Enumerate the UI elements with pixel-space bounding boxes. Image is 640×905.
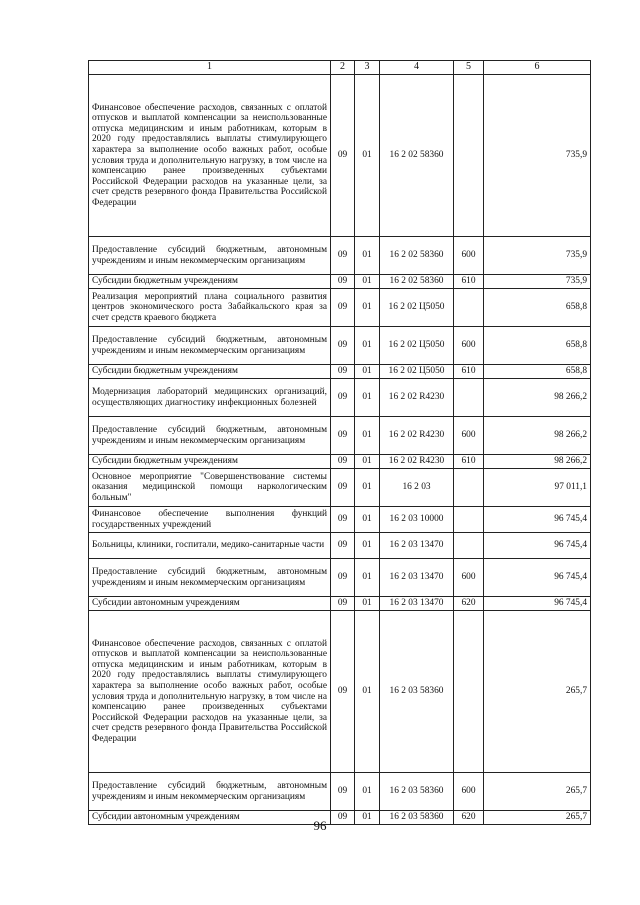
col-header-5: 5 [454,61,484,75]
row-expense-type: 610 [454,455,484,469]
row-name: Финансовое обеспечение выполнения функций государственных учреждений [89,507,331,533]
row-name: Модернизация лабораторий медицинских организаций, осуществляющих диагностику инфекционных болезней [89,379,331,417]
row-subsection: 01 [355,417,380,455]
row-subsection: 01 [355,469,380,507]
row-expense-type [454,75,484,237]
row-name: Больницы, клиники, госпитали, медико-санитарные части [89,533,331,559]
row-expense-type [454,379,484,417]
row-expense-type [454,533,484,559]
row-amount: 735,9 [484,275,591,289]
col-header-3: 3 [355,61,380,75]
row-amount: 265,7 [484,773,591,811]
row-subsection: 01 [355,379,380,417]
row-amount: 96 745,4 [484,597,591,611]
row-section: 09 [331,455,355,469]
table-row [89,365,591,379]
row-section: 09 [331,533,355,559]
row-expense-type [454,289,484,327]
table-row [89,507,591,533]
table-row [89,275,591,289]
row-section: 09 [331,811,355,825]
row-target-code: 16 2 03 [380,469,454,507]
row-section: 09 [331,469,355,507]
row-name: Финансовое обеспечение расходов, связанных с оплатой отпусков и выплатой компенсации за неиспользованные отпуска медицинским и иным работникам, которым в 2020 году предоставлялись выплаты стимулирующего характера за выполнение особо важных работ, особые условия труда и дополнительную нагрузку, в том числе на компенсацию ранее произведенных субъектами Российской Федерации расходов на указанные цели, за счет средств резервного фонда Правительства Российской Федерации [89,75,331,237]
row-target-code: 16 2 03 13470 [380,559,454,597]
page-number: 96 [313,818,327,833]
table-row [89,773,591,811]
col-header-1: 1 [89,61,331,75]
row-expense-type: 600 [454,327,484,365]
table-row [89,469,591,507]
row-name: Субсидии бюджетным учреждениям [89,275,331,289]
row-target-code: 16 2 02 Ц5050 [380,365,454,379]
row-subsection: 01 [355,559,380,597]
row-target-code: 16 2 02 58360 [380,275,454,289]
row-name: Субсидии бюджетным учреждениям [89,365,331,379]
row-amount: 97 011,1 [484,469,591,507]
row-target-code: 16 2 03 58360 [380,611,454,773]
row-section: 09 [331,507,355,533]
row-target-code: 16 2 02 Ц5050 [380,289,454,327]
row-target-code: 16 2 03 13470 [380,597,454,611]
table-row [89,455,591,469]
row-amount: 735,9 [484,237,591,275]
table-row [89,611,591,773]
row-subsection: 01 [355,327,380,365]
row-amount: 658,8 [484,365,591,379]
row-amount: 658,8 [484,289,591,327]
row-name: Предоставление субсидий бюджетным, автономным учреждениям и иным некоммерческим организациям [89,773,331,811]
table-row [89,379,591,417]
row-name: Субсидии бюджетным учреждениям [89,455,331,469]
row-expense-type: 610 [454,275,484,289]
row-expense-type: 600 [454,237,484,275]
row-section: 09 [331,379,355,417]
row-subsection: 01 [355,533,380,559]
row-amount: 98 266,2 [484,455,591,469]
row-name: Предоставление субсидий бюджетным, автономным учреждениям и иным некоммерческим организациям [89,237,331,275]
row-name: Основное мероприятие "Совершенствование системы оказания медицинской помощи наркологическим больным" [89,469,331,507]
col-header-4: 4 [380,61,454,75]
row-section: 09 [331,417,355,455]
row-amount: 265,7 [484,611,591,773]
row-section: 09 [331,327,355,365]
row-amount: 658,8 [484,327,591,365]
table-row [89,237,591,275]
row-subsection: 01 [355,597,380,611]
row-amount: 98 266,2 [484,379,591,417]
row-subsection: 01 [355,289,380,327]
row-section: 09 [331,773,355,811]
row-expense-type: 600 [454,417,484,455]
row-name: Субсидии автономным учреждениям [89,597,331,611]
row-amount: 96 745,4 [484,507,591,533]
row-subsection: 01 [355,811,380,825]
row-expense-type: 620 [454,811,484,825]
row-section: 09 [331,365,355,379]
table-row [89,75,591,237]
row-expense-type [454,507,484,533]
col-header-2: 2 [331,61,355,75]
row-expense-type: 610 [454,365,484,379]
row-section: 09 [331,237,355,275]
row-amount: 265,7 [484,811,591,825]
row-name: Реализация мероприятий плана социального развития центров экономического роста Забайкальского края за счет средств краевого бюджета [89,289,331,327]
table-row [89,417,591,455]
row-subsection: 01 [355,455,380,469]
row-target-code: 16 2 02 Ц5050 [380,327,454,365]
row-name: Финансовое обеспечение расходов, связанных с оплатой отпусков и выплатой компенсации за неиспользованные отпуска медицинским и иным работникам, которым в 2020 году предоставлялись выплаты стимулирующего характера за выполнение особо важных работ, особые условия труда и дополнительную нагрузку, в том числе на компенсацию ранее произведенных субъектами Российской Федерации расходов на указанные цели, за счет средств резервного фонда Правительства Российской Федерации [89,611,331,773]
row-name: Предоставление субсидий бюджетным, автономным учреждениям и иным некоммерческим организациям [89,417,331,455]
table-row [89,533,591,559]
row-section: 09 [331,597,355,611]
row-amount: 735,9 [484,75,591,237]
row-section: 09 [331,289,355,327]
row-name: Предоставление субсидий бюджетным, автономным учреждениям и иным некоммерческим организациям [89,327,331,365]
row-subsection: 01 [355,611,380,773]
row-expense-type [454,611,484,773]
table-row [89,289,591,327]
row-expense-type: 600 [454,773,484,811]
row-expense-type: 620 [454,597,484,611]
row-target-code: 16 2 02 58360 [380,237,454,275]
row-subsection: 01 [355,237,380,275]
row-target-code: 16 2 03 13470 [380,533,454,559]
row-name: Субсидии автономным учреждениям [89,811,331,825]
row-target-code: 16 2 02 R4230 [380,417,454,455]
row-amount: 98 266,2 [484,417,591,455]
row-expense-type: 600 [454,559,484,597]
row-subsection: 01 [355,507,380,533]
table-row [89,327,591,365]
row-subsection: 01 [355,773,380,811]
row-target-code: 16 2 02 R4230 [380,379,454,417]
row-target-code: 16 2 03 58360 [380,773,454,811]
row-section: 09 [331,275,355,289]
table-body [89,75,591,825]
row-target-code: 16 2 02 58360 [380,75,454,237]
budget-table [88,60,591,825]
col-header-6: 6 [484,61,591,75]
header-row [89,61,591,75]
row-subsection: 01 [355,75,380,237]
row-section: 09 [331,559,355,597]
row-amount: 96 745,4 [484,559,591,597]
row-section: 09 [331,75,355,237]
table-row [89,597,591,611]
row-section: 09 [331,611,355,773]
row-target-code: 16 2 03 10000 [380,507,454,533]
row-amount: 96 745,4 [484,533,591,559]
row-target-code: 16 2 02 R4230 [380,455,454,469]
row-expense-type [454,469,484,507]
row-target-code: 16 2 03 58360 [380,811,454,825]
row-subsection: 01 [355,275,380,289]
table-row [89,559,591,597]
row-subsection: 01 [355,365,380,379]
row-name: Предоставление субсидий бюджетным, автономным учреждениям и иным некоммерческим организациям [89,559,331,597]
